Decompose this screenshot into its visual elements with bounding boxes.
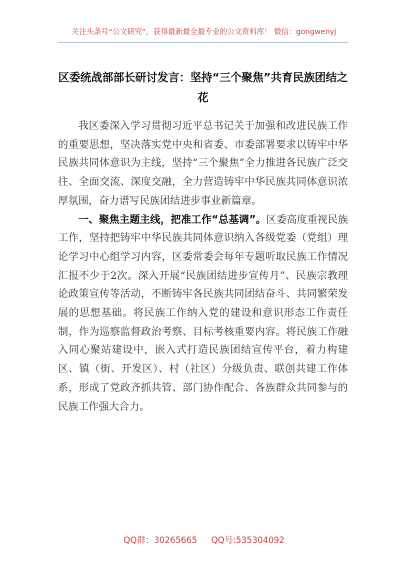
section-1-heading: 一、聚焦主题主线，把准工作“总基调”。 xyxy=(78,214,267,226)
document-title: 区委统战部部长研讨发言：坚持“三个聚焦”共育民族团结之花 xyxy=(58,71,348,104)
header-divider xyxy=(58,42,348,43)
document-body xyxy=(58,118,348,417)
intro-paragraph: 我区委深入学习贯彻习近平总书记关于加强和改进民族工作的重要思想，坚决落实党中央和省委、市委部署要求以铸牢中华民族共同体意识为主线，坚持“三个聚焦”全力推进各民族广泛交往、全面交流、深度交融，全力营造铸牢中华民族共同体意识浓厚氛围，奋力谱写民族团结进步事业新篇章。 xyxy=(58,121,348,207)
section-1-body: 区委高度重视民族工作，坚持把铸牢中华民族共同体意识纳入各级党委（党组）理论学习中心组学习内容，区委常委会每年专题听取民族工作情况汇报不少于2次。深入开展“民族团结进步宣传月”、民族宗教理论政策宣传等活动，不断铸牢各民族共同团结奋斗、共同繁荣发展的思想基础。将民族工作纳入党的建设和意识形态工作责任制，作为巡察监督政治考察、目标考核重要内容。将民族工作融入同心聚站建设中，嵌入式打造民族团结宣传平台，着力构建区、镇（街、开发区）、村（社区）分级负责、联创共建工作体系，形成了党政齐抓共管、部门协作配合、各族群众共同参与的民族工作强大合力。 xyxy=(58,214,349,413)
qq-number-text: QQ号:535304092 xyxy=(211,536,285,546)
header-banner: 关注头条号“公文研究”，获得最新最全最专业的公文资料库！ 微信：gongwenyj xyxy=(71,27,337,36)
section-1-paragraph xyxy=(58,212,348,418)
qq-group-text: QQ群：30265665 xyxy=(123,536,198,546)
footer-contact xyxy=(0,534,408,546)
